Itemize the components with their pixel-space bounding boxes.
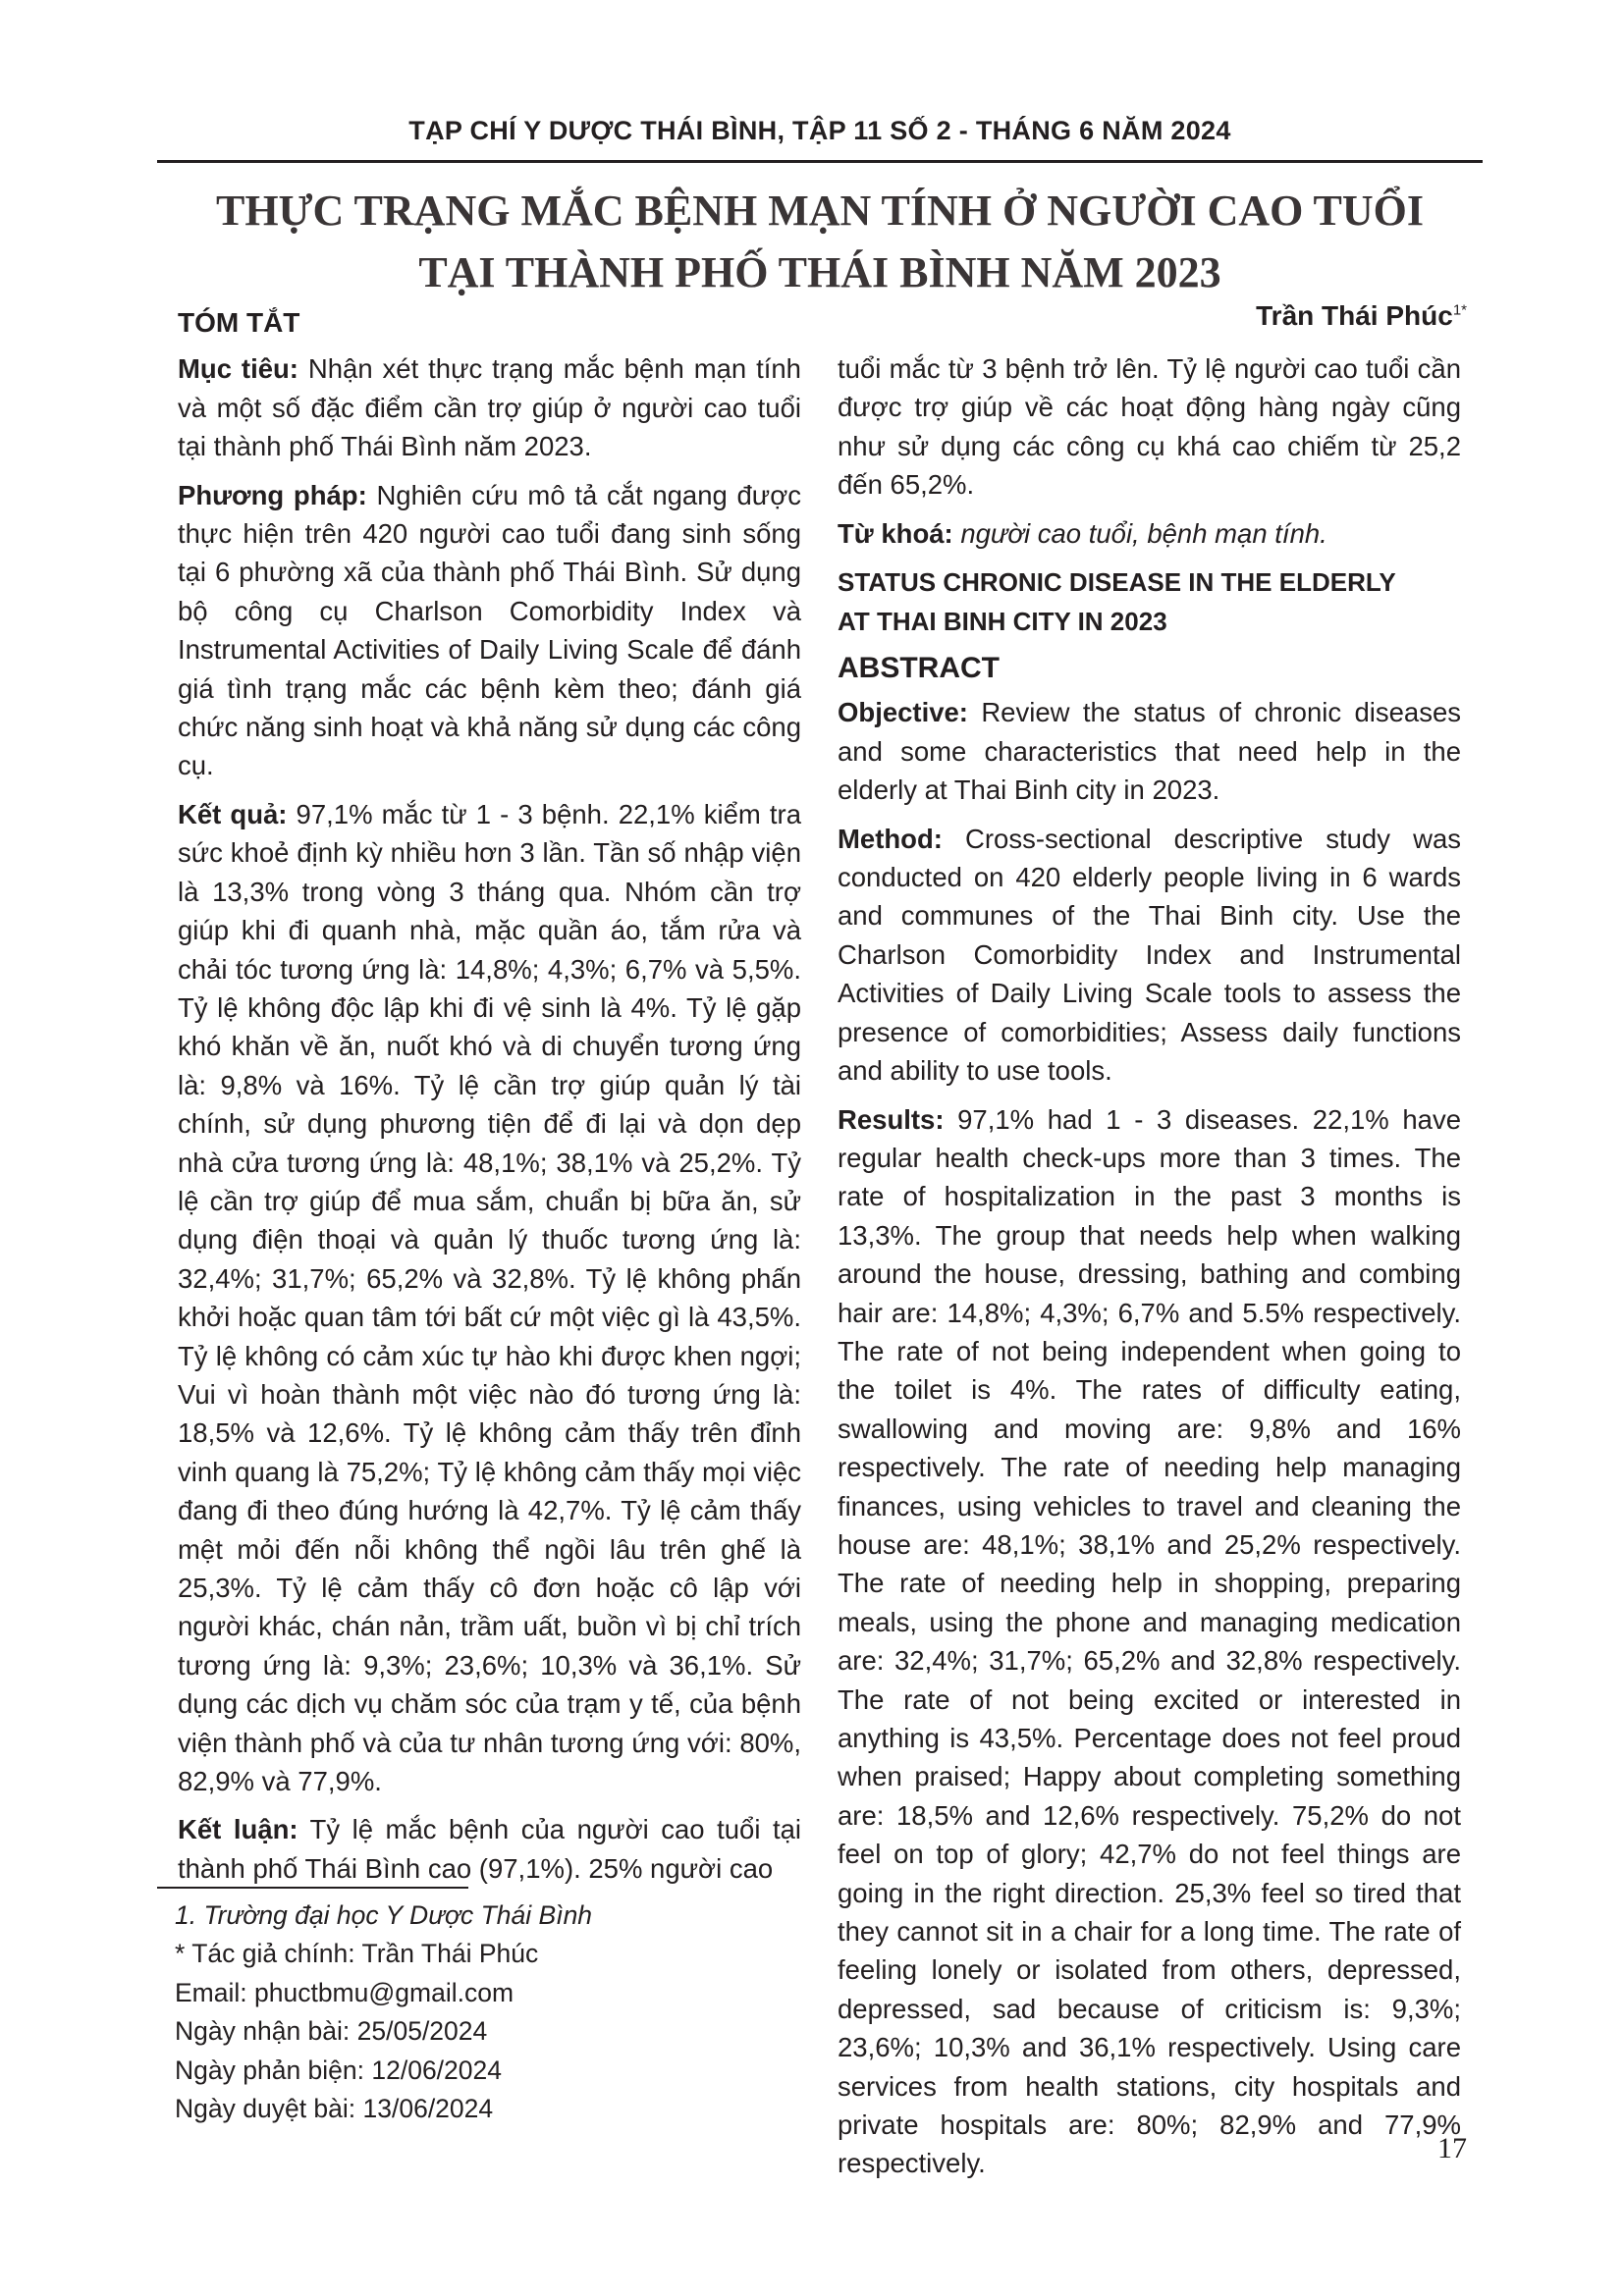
en-results [838, 1100, 1461, 2183]
author-name: Trần Thái Phúc [1256, 300, 1453, 331]
header-rule [157, 160, 1483, 163]
footnote-corresponding: * Tác giả chính: Trần Thái Phúc [175, 1939, 539, 1969]
en-method-text: Cross-sectional descriptive study was conducted on 420 elderly people living in 6 wards and communes of the Thai Binh city. Use the Charlson Comorbidity Index and Instrumental Activities of Daily Living Scale tools to assess the presence of comorbidities; Assess daily functions and ability to use tools. [838, 823, 1461, 1087]
english-title [838, 562, 1461, 641]
title-line-1: THỰC TRẠNG MẮC BỆNH MẠN TÍNH Ở NGƯỜI CAO TUỔI [215, 187, 1425, 235]
footnotes [175, 1896, 764, 2128]
vn-results-text: 97,1% mắc từ 1 - 3 bệnh. 22,1% kiểm tra sức khoẻ định kỳ nhiều hơn 3 lần. Tần số nhập viện là 13,3% trong vòng 3 tháng qua. Nhóm cần trợ giúp khi đi quanh nhà, mặc quần áo, tắm rửa và chải tóc tương ứng là: 14,8%; 4,3%; 6,7% và 5,5%. Tỷ lệ không độc lập khi đi vệ sinh là 4%. Tỷ lệ gặp khó khăn về ăn, nuốt khó và di chuyển tương ứng là: 9,8% và 16%. Tỷ lệ cần trợ giúp quản lý tài chính, sử dụng phương tiện để đi lại và dọn dẹp nhà cửa tương ứng là: 48,1%; 38,1% và 25,2%. Tỷ lệ cần trợ giúp để mua sắm, chuẩn bị bữa ăn, sử dụng điện thoại và quản lý thuốc tương ứng là: 32,4%; 31,7%; 65,2% và 32,8%. Tỷ lệ không phấn khởi hoặc quan tâm tới bất cứ một việc gì là 43,5%. Tỷ lệ không có cảm xúc tự hào khi được khen ngợi; Vui vì hoàn thành một việc nào đó tương ứng là: 18,5% và 12,6%. Tỷ lệ không cảm thấy trên đỉnh vinh quang là 75,2%; Tỷ lệ không cảm thấy mọi việc đang đi theo đúng hướng là 42,7%. Tỷ lệ cảm thấy mệt mỏi đến nỗi không thể ngồi lâu trên ghế là 25,3%. Tỷ lệ cảm thấy cô đơn hoặc cô lập với người khác, chán nản, trầm uất, buồn vì bị chỉ trích tương ứng là: 9,3%; 23,6%; 10,3% và 36,1%. Sử dụng các dịch vụ chăm sóc của trạm y tế, của bệnh viện thành phố và của tư nhân tương ứng với: 80%, 82,9% và 77,9%. [178, 798, 801, 1797]
author-marks: 1* [1452, 301, 1467, 319]
en-results-label: Results: [838, 1103, 945, 1135]
vn-objective-text: Nhận xét thực trạng mắc bệnh mạn tính và một số đặc điểm cần trợ giúp ở người cao tuổi tại thành phố Thái Bình năm 2023. [178, 353, 801, 462]
page-number: 17 [1437, 2132, 1467, 2164]
vn-keywords-text: người cao tuổi, bệnh mạn tính. [960, 517, 1327, 549]
vn-method-label: Phương pháp: [178, 479, 367, 510]
vn-results-label: Kết quả: [178, 798, 288, 829]
en-objective-label: Objective: [838, 697, 968, 728]
en-objective-text: Review the status of chronic diseases and some characteristics that need help in the elderly at Thai Binh city in 2023. [838, 697, 1461, 806]
vn-conclusion [178, 1810, 801, 1888]
left-column [178, 303, 801, 1897]
vn-conclusion-label: Kết luận: [178, 1814, 298, 1845]
en-results-text: 97,1% had 1 - 3 diseases. 22,1% have regular health check-ups more than 3 times. The rate of hospitalization in the past 3 months is 13,3%. The group that needs help when walking around the house, dressing, bathing and combing hair are: 14,8%; 4,3%; 6,7% and 5.5% respectively. The rate of not being independent when going to the toilet is 4%. The rates of difficulty eating, swallowing and moving are: 9,8% and 16% respectively. The rate of needing help managing finances, using vehicles to travel and cleaning the house are: 48,1%; 38,1% and 25,2% respectively. The rate of needing help in shopping, preparing meals, using the phone and managing medication are: 32,4%; 31,7%; 65,2% and 32,8% respectively. The rate of not being excited or interested in anything is 43,5%. Percentage does not feel proud when praised; Happy about completing something are: 18,5% and 12,6% respectively. 75,2% do not feel on top of glory; 42,7% do not feel things are going in the right direction. 25,3% feel so tired that they cannot sit in a chair for a long time. The rate of feeling lonely or isolated from others, depressed, depressed, sad because of criticism is: 9,3%; 23,6%; 10,3% and 36,1% respectively. Using care services from health stations, city hospitals and private hospitals are: 80%; 82,9% and 77,9% respectively. [838, 1103, 1461, 2179]
vn-method [178, 476, 801, 785]
footnote-affiliation: 1. Trường đại học Y Dược Thái Bình [175, 1900, 593, 1930]
en-objective [838, 693, 1461, 809]
footnote-rule [157, 1887, 468, 1889]
vn-keywords [838, 514, 1461, 553]
vn-conclusion-text: Tỷ lệ mắc bệnh của người cao tuổi tại thành phố Thái Bình cao (97,1%). 25% người cao [178, 1814, 801, 1884]
en-abstract-heading: ABSTRACT [838, 652, 1000, 685]
footnote-accepted: Ngày duyệt bài: 13/06/2024 [175, 2094, 494, 2124]
right-column [838, 349, 1461, 2193]
vn-method-text: Nghiên cứu mô tả cắt ngang được thực hiện trên 420 người cao tuổi đang sinh sống tại 6 phường xã của thành phố Thái Bình. Sử dụng bộ công cụ Charlson Comorbidity Index và Instrumental Activities of Daily Living Scale để đánh giá tình trạng mắc các bệnh kèm theo; đánh giá chức năng sinh hoạt và khả năng sử dụng các công cụ. [178, 479, 801, 781]
en-method [838, 820, 1461, 1091]
vn-objective-label: Mục tiêu: [178, 353, 298, 385]
en-method-label: Method: [838, 823, 943, 854]
title-line-2: TẠI THÀNH PHỐ THÁI BÌNH NĂM 2023 [418, 248, 1221, 296]
article-title [157, 180, 1483, 303]
vn-abstract-heading: TÓM TẮT [178, 307, 300, 338]
vn-objective [178, 349, 801, 465]
author [1256, 300, 1467, 332]
vn-conclusion-continued: tuổi mắc từ 3 bệnh trở lên. Tỷ lệ người cao tuổi cần được trợ giúp về các hoạt động hàng ngày cũng như sử dụng các công cụ khá cao chiếm từ 25,2 đến 65,2%. [838, 353, 1461, 501]
journal-header: TẠP CHÍ Y DƯỢC THÁI BÌNH, TẬP 11 SỐ 2 - THÁNG 6 NĂM 2024 [408, 116, 1231, 145]
footnote-received: Ngày nhận bài: 25/05/2024 [175, 2016, 488, 2047]
vn-results [178, 795, 801, 1801]
vn-keywords-label: Từ khoá: [838, 517, 953, 549]
english-title-line-1: STATUS CHRONIC DISEASE IN THE ELDERLY [838, 567, 1396, 598]
footnote-reviewed: Ngày phản biện: 12/06/2024 [175, 2055, 502, 2085]
footnote-email: Email: phuctbmu@gmail.com [175, 1977, 514, 2007]
english-title-line-2: AT THAI BINH CITY IN 2023 [838, 607, 1167, 637]
